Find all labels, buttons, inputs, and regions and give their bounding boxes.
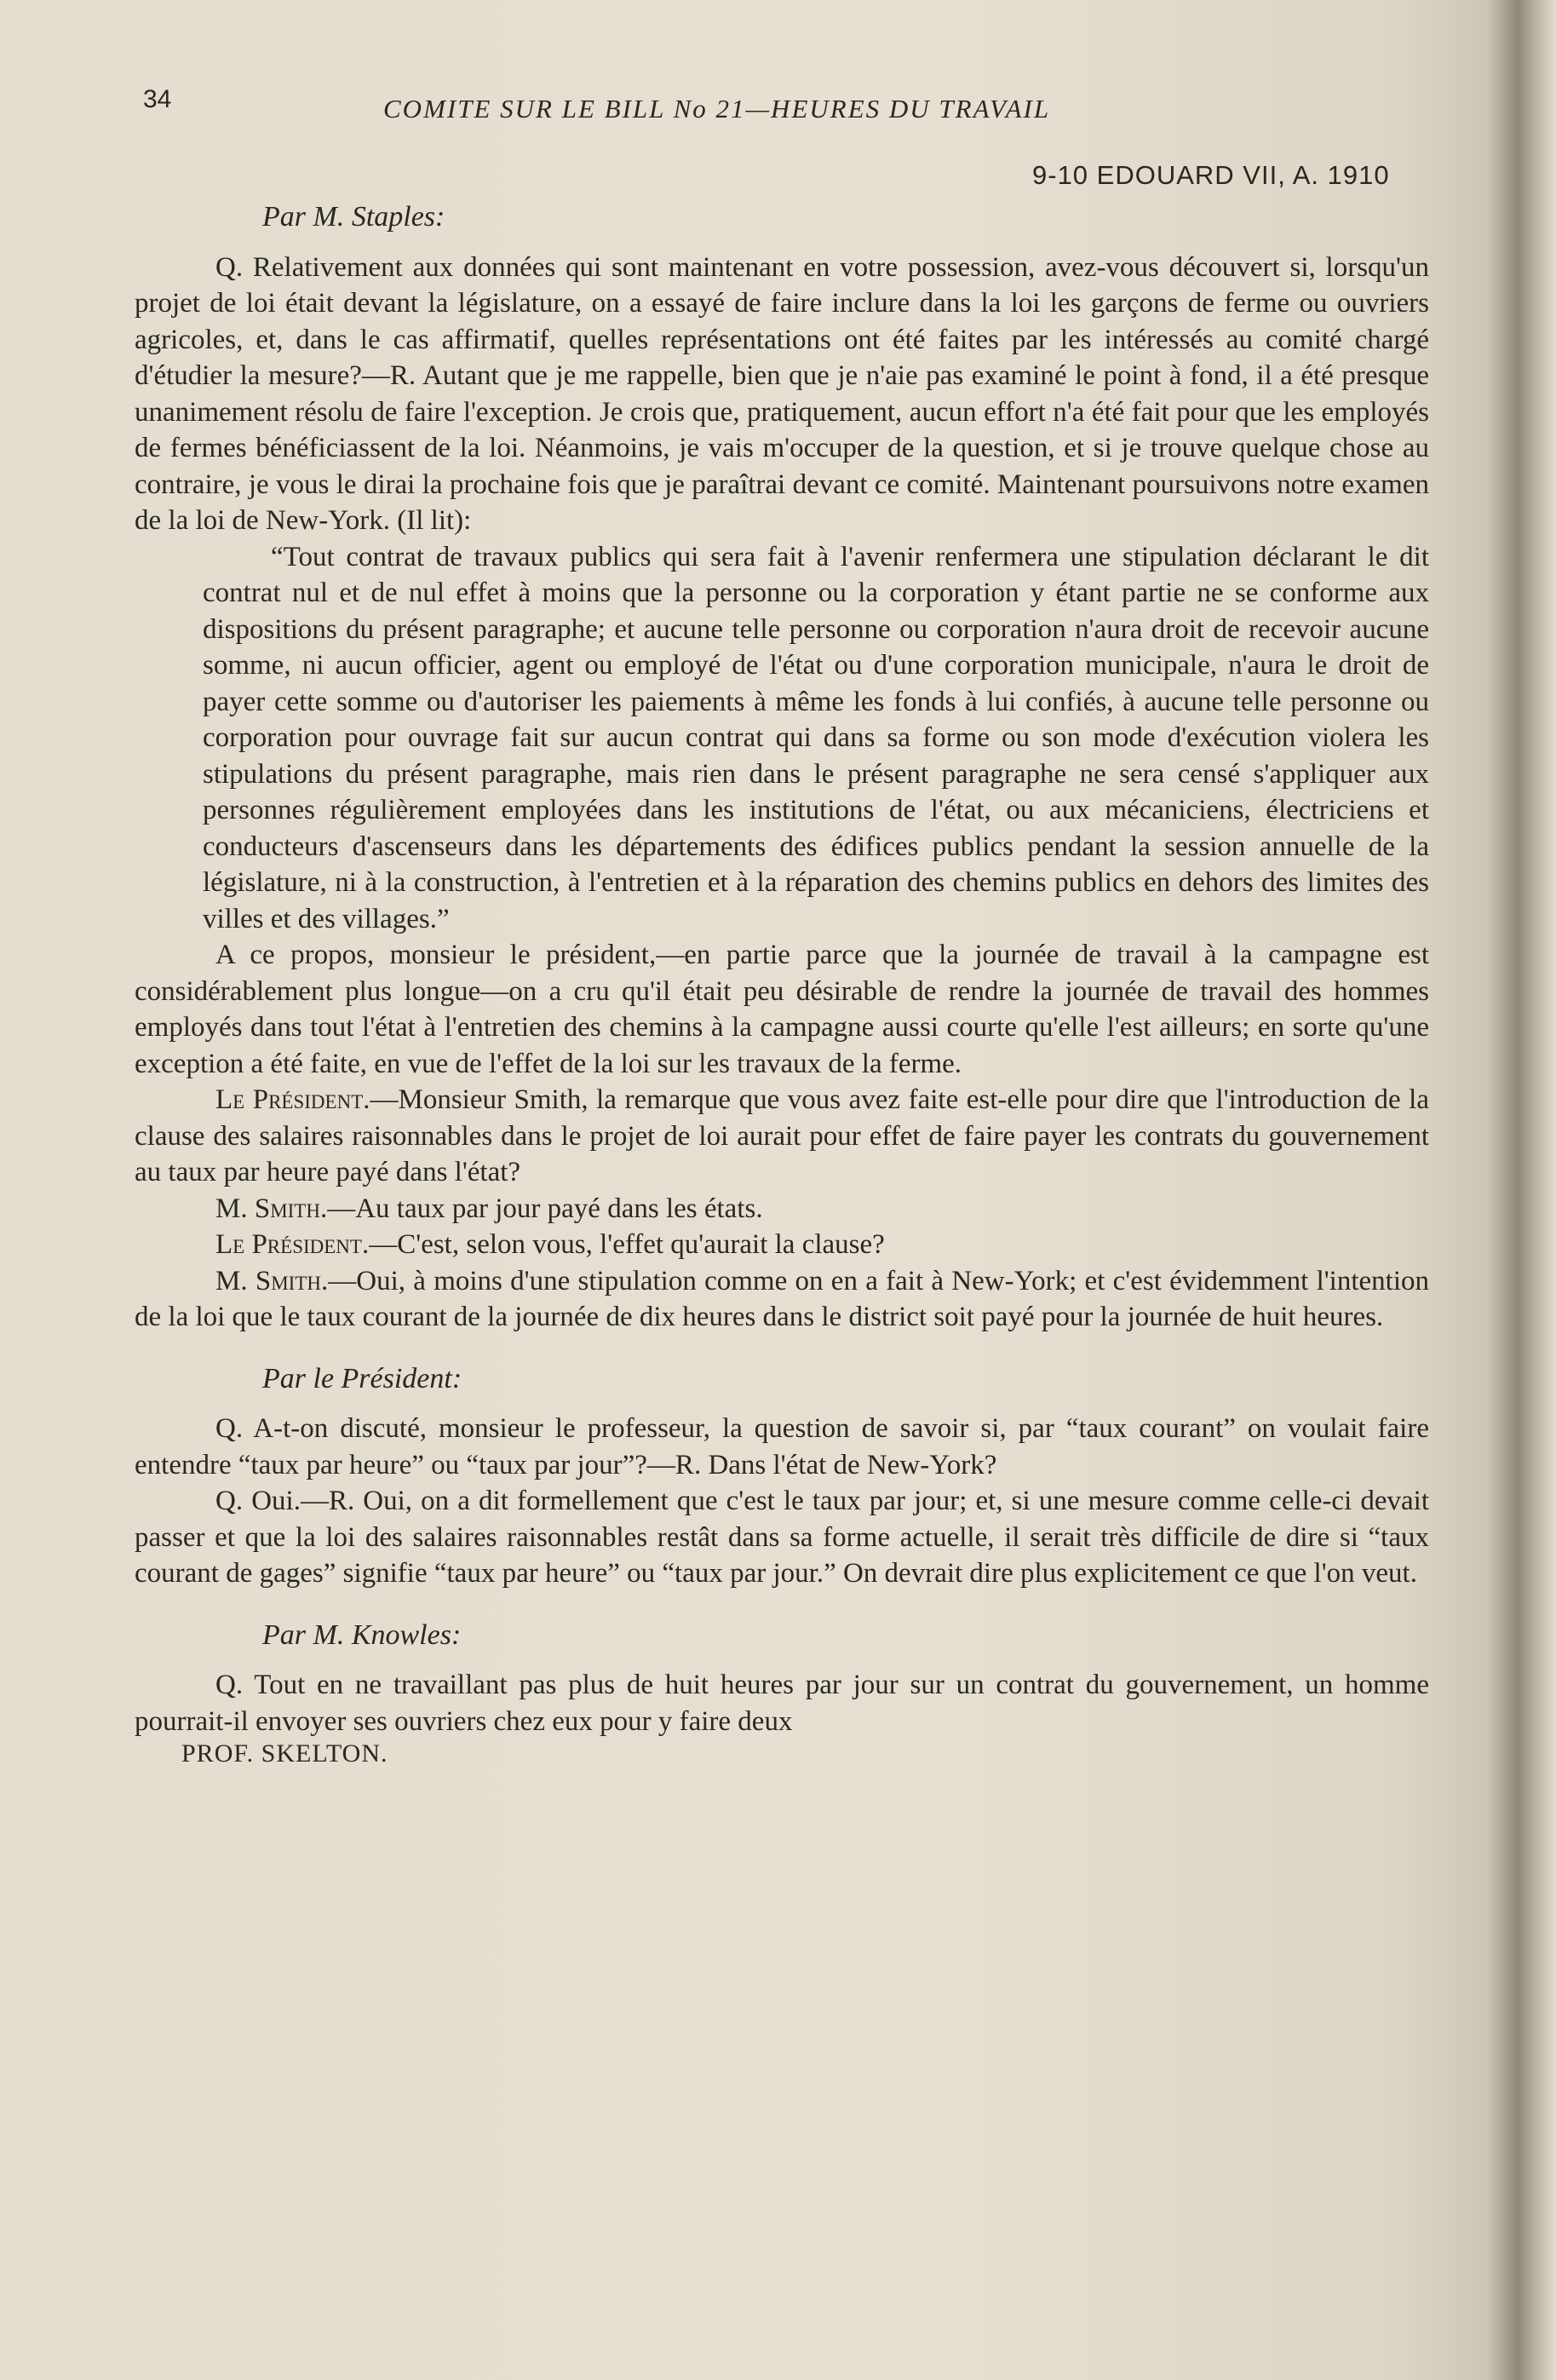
paragraph-commentary: A ce propos, monsieur le président,—en partie parce que la journée de travail à la campagne est considérablement plus longue—on a cru qu'il était peu désirable de rendre la journée de travail des hommes employés dans tout l'état à l'entretien des chemins à la campagne aussi courte qu'elle l'est ailleurs; en sorte qu'une exception a été faite, en vue de l'effet de la loi sur les travaux de la ferme. (135, 940, 1429, 1079)
page-header (0, 0, 1516, 204)
paragraph-president-q1: Q. A-t-on discuté, monsieur le professeur, la question de savoir si, par “taux courant” on voulait faire entendre “taux par heure” ou “taux par jour”?—R. Dans l'état de New-York? (135, 1413, 1429, 1480)
paragraph-president-q2: Q. Oui.—R. Oui, on a dit formellement que c'est le taux par jour; et, si une mesure comme celle-ci devait passer et que la loi des salaires raisonnables restât dans sa forme actuelle, il serait très difficile de dire si “taux courant de gages” signifie “taux par heure” ou “taux par jour.” On devrait dire plus explicitement ce que l'on veut. (135, 1486, 1429, 1589)
speaker-name: M. Smith. (215, 1193, 328, 1224)
speech-text: —Oui, à moins d'une stipulation comme on en a fait à New-York; et c'est évidemment l'intention de la loi que le taux courant de la journée de dix heures dans le district soit payé pour la journée de huit heures. (135, 1265, 1429, 1332)
quoted-law-text: “Tout contrat de travaux publics qui sera fait à l'avenir renfermera une stipulation déclarant le dit contrat nul et de nul effet à moins que la personne ou la corporation y étant partie ne se conforme aux dispositions du présent paragraphe; et aucune telle personne ou corporation n'aura droit de recevoir aucune somme, ni aucun officier, agent ou employé de l'état ou d'une corporation municipale, n'aura le droit de payer cette somme ou d'autoriser les paiements à même les fonds à lui confiés, à aucune telle personne ou corporation pour ouvrage fait sur aucun contrat qui dans sa forme ou son mode d'exécution violera les stipulations du présent paragraphe, mais rien dans le présent paragraphe ne sera censé s'appliquer aux personnes régulièrement employées dans les institutions de l'état, ou aux mécaniciens, électriciens et conducteurs d'ascenseurs dans les départements des édifices publics pendant la session annuelle de la législature, ni à la construction, à l'entretien et à la réparation des chemins publics en dehors des limites des villes et des villages.” (203, 541, 1429, 934)
edition-line: 9-10 EDOUARD VII, A. 1910 (1032, 160, 1390, 190)
paragraph-smith-reply-1 (135, 1191, 1429, 1227)
speaker-name: M. Smith. (215, 1265, 329, 1296)
section-heading-knowles: Par M. Knowles: (262, 1618, 462, 1651)
page-binding-shadow (1486, 0, 1556, 2380)
paragraph-knowles-question: Q. Tout en ne travaillant pas plus de huit heures par jour sur un contrat du gouvernement, un homme pourrait-il envoyer ses ouvriers chez eux pour y faire deux (135, 1670, 1429, 1737)
paragraph-president-followup (135, 1227, 1429, 1263)
paragraph-staples-question: Q. Relativement aux données qui sont maintenant en votre possession, avez-vous découvert si, lorsqu'un projet de loi était devant la législature, on a essayé de faire inclure dans la loi les garçons de ferme ou ouvriers agricoles, et, dans le cas affirmatif, quelles représentations ont été faites par les intéressés au comité chargé d'étudier la mesure?—R. Autant que je me rappelle, bien que je n'aie pas examiné le point à fond, il a été presque unanimement résolu de faire l'exception. Je crois que, pratiquement, aucun effort n'a été fait pour que les employés de fermes bénéficiassent de la loi. Néanmoins, je vais m'occuper de la question, et si je trouve quelque chose au contraire, je vous le dirai la prochaine fois que je paraîtrai devant ce comité. Maintenant poursuivons notre examen de la loi de New-York. (Il lit): (135, 251, 1429, 536)
footer-signature: PROF. SKELTON. (181, 1739, 388, 1768)
running-title: COMITE SUR LE BILL No 21—HEURES DU TRAVAIL (383, 94, 1051, 124)
paragraph-smith-reply-2 (135, 1263, 1429, 1336)
paragraph-president-question (135, 1082, 1429, 1191)
section-heading-president: Par le Président: (262, 1362, 462, 1394)
page-body (135, 194, 1429, 1770)
speech-text: —Monsieur Smith, la remarque que vous avez faite est-elle pour dire que l'introduction de la clause des salaires raisonnables dans le projet de loi aurait pour effet de faire payer les contrats du gouvernement au taux par heure payé dans l'état? (135, 1084, 1429, 1187)
section-heading-staples: Par M. Staples: (262, 201, 445, 233)
speech-text: —C'est, selon vous, l'effet qu'aurait la clause? (369, 1229, 885, 1260)
speaker-name: Le Président. (215, 1084, 370, 1115)
speaker-name: Le Président. (215, 1229, 370, 1260)
page-number: 34 (143, 85, 172, 113)
speech-text: —Au taux par jour payé dans les états. (327, 1193, 763, 1224)
